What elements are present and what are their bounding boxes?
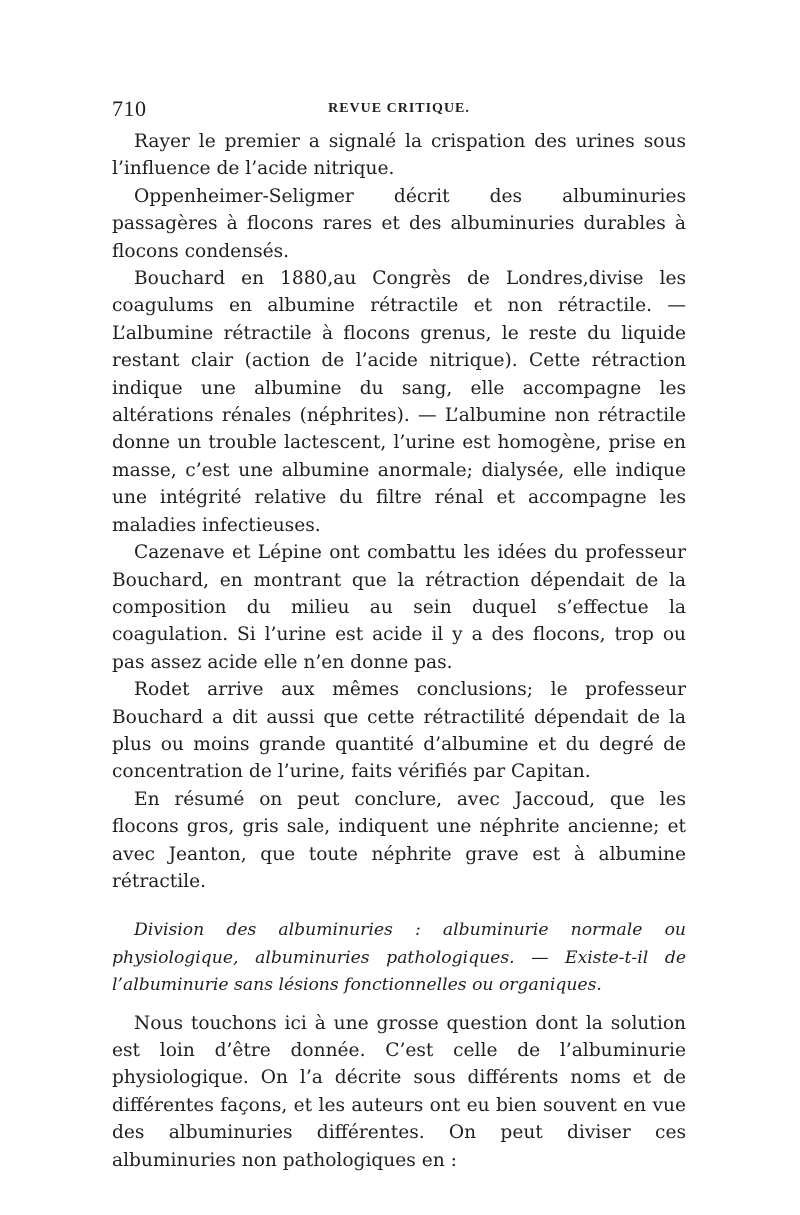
section-title: Division des albuminuries : albuminurie normale ou physiologique, albuminuries pathologiques. — Existe-t-il de l’albuminurie sans lésions fonctionnelles ou organiques. — [112, 920, 686, 996]
running-title: REVUE CRITIQUE. — [328, 101, 470, 116]
paragraph-physiologique: Nous touchons ici à une grosse question dont la solution est loin d’être donnée. C’est celle de l’albuminurie physiologique. On l’a décrite sous différents noms et de différentes façons, et les auteurs ont eu bien souvent en vue des albuminuries différentes. On peut diviser ces albuminuries non pathologiques en : — [112, 1012, 686, 1171]
body-text — [112, 128, 686, 1174]
book-page — [112, 96, 686, 1174]
paragraph-rodet: Rodet arrive aux mêmes conclusions; le professeur Bouchard a dit aussi que cette rétractilité dépendait de la plus ou moins grande quantité d’albumine et du degré de concentration de l’urine, faits vérifiés par Capitan. — [112, 679, 686, 783]
paragraph-resume: En résumé on peut conclure, avec Jaccoud, que les flocons gros, gris sale, indiquent une néphrite ancienne; et avec Jeanton, que toute néphrite grave est à albumine rétractile. — [112, 788, 686, 892]
running-head — [112, 96, 686, 126]
paragraph-bouchard: Bouchard en 1880,au Congrès de Londres,divise les coagulums en albumine rétractile et non rétractile. — L’albumine rétractile à flocons grenus, le reste du liquide restant clair (action de l’acide nitrique). Cette rétraction indique une albumine du sang, elle accompagne les altérations rénales (néphrites). — L’albumine non rétractile donne un trouble lactescent, l’urine est homogène, prise en masse, c’est une albumine anormale; dialysée, elle indique une intégrité relative du filtre rénal et accompagne les maladies infectieuses. — [112, 268, 686, 536]
paragraph-oppenheimer: Oppenheimer-Seligmer décrit des albuminuries passagères à flocons rares et des albuminuries durables à flocons condensés. — [112, 185, 686, 262]
paragraph-cazenave: Cazenave et Lépine ont combattu les idées du professeur Bouchard, en montrant que la rétraction dépendait de la composition du milieu au sein duquel s’effectue la coagulation. Si l’urine est acide il y a des flocons, trop ou pas assez acide elle n’en donne pas. — [112, 542, 686, 673]
page-number: 710 — [112, 96, 147, 121]
paragraph-rayer: Rayer le premier a signalé la crispation des urines sous l’influence de l’acide nitrique. — [112, 131, 686, 180]
